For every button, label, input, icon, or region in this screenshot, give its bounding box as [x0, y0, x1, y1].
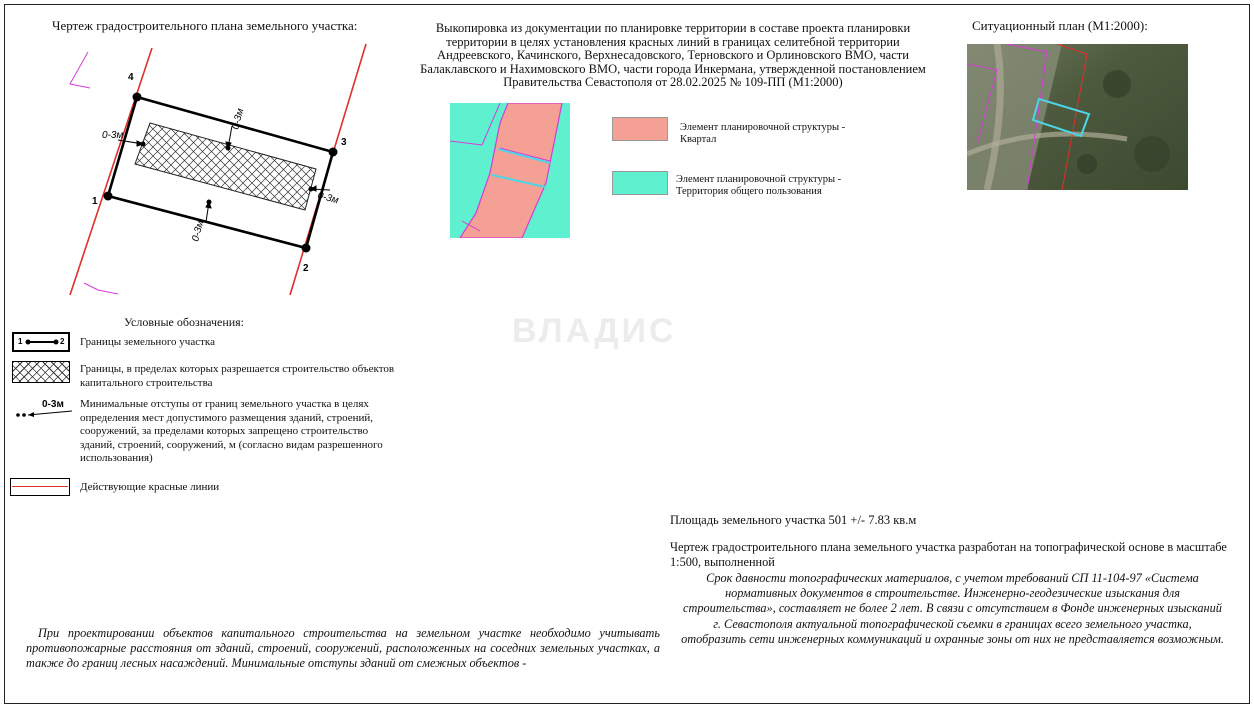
point-label-3: 3: [341, 137, 347, 148]
point-label-2: 2: [303, 263, 309, 274]
legend-red-lines-line: [12, 486, 68, 487]
legend-title: Условные обозначения:: [124, 315, 245, 329]
setback-label-right: 0-3м: [316, 190, 340, 207]
point-label-4: 4: [128, 72, 134, 83]
legend-red-lines-label: Действующие красные линии: [80, 481, 220, 493]
kvartal-label: Элемент планировочной структуры - Квартал: [680, 122, 846, 145]
legend-buildable-symbol: [12, 361, 70, 383]
setback-label-bottom: 0-3м: [190, 219, 207, 243]
kvartal-swatch: [612, 117, 668, 141]
plan-drawing-title: Чертеж градостроительного плана земельного участка:: [52, 18, 358, 33]
public-territory-swatch: [612, 171, 668, 195]
boundary-point-3: [329, 148, 338, 157]
buildable-area: [135, 123, 316, 210]
red-line-left: [70, 48, 152, 295]
topo-note: Чертеж градостроительного плана земельного участка разработан на топографической основе в масштабе 1:500, выполненной: [670, 540, 1227, 570]
watermark: ВЛАДИС: [512, 312, 677, 350]
legend-boundary-p1: 1: [18, 337, 23, 346]
boundary-point-2: [302, 244, 311, 253]
neighbour-boundary-top: [70, 52, 90, 88]
legend-boundary-line: [14, 334, 70, 351]
point-label-1: 1: [92, 196, 98, 207]
excerpt-title: Выкопировка из документации по планировке территории в составе проекта планировки территории в целях установления красных линий в границах селитебной территории Андреевского, Качинского, Верхнесадовского, Терновского и Орлиновского ВМО, части Балаклавского и Нахимовского ВМО, части города Инкермана, утвержденной постановлением Правительства Севастополя от 28.02.2025 № 109-ПП (М1:2000): [420, 21, 926, 90]
legend-setback-symbol: [14, 397, 76, 419]
legend-buildable-label: Границы, в пределах которых разрешается строительство объектов капитального строительства: [80, 363, 395, 389]
setback-label-top: 0-3м: [230, 107, 247, 131]
situation-plan-image: [967, 44, 1188, 190]
boundary-point-1: [104, 192, 113, 201]
topo-age-note: Срок давности топографических материалов, с учетом требований СП 11-104-97 «Система нормативных документов в строительстве. Инженерно-геодезические изыскания для строительства», составляет не более 2 лет. В связи с отсутствием в Фонде инженерных изысканий г. Севастополя актуальной топографической съемки в границах всего земельного участка, отобразить сети инженерных коммуникаций и охранные зоны от них не представляется возможным.: [681, 571, 1224, 646]
legend-setback-symbol-label: 0-3м: [42, 399, 64, 410]
excerpt-map: [450, 103, 570, 238]
fire-distance-note: При проектировании объектов капитального строительства на земельном участке необходимо учитывать противопожарные расстояния от зданий, строений, сооружений, расположенных на соседних земельных участках, а также до границ лесных насаждений. Минимальные отступы зданий от смежных объектов -: [26, 626, 660, 671]
neighbour-boundary-bottom: [84, 283, 118, 294]
legend-red-lines-symbol: [10, 478, 70, 496]
legend-setback-label: Минимальные отступы от границ земельного участка в целях определения мест допустимого размещения зданий, строений, сооружений, за пределами которых запрещено строительство зданий, строений, сооружений, м (согласно видам разрешенного использования): [80, 398, 383, 465]
situation-plan-title: Ситуационный план (М1:2000):: [972, 18, 1148, 33]
plan-drawing: [0, 30, 400, 310]
area-note: Площадь земельного участка 501 +/- 7.83 кв.м: [670, 513, 917, 527]
boundary-point-4: [133, 93, 142, 102]
public-territory-label: Элемент планировочной структуры - Территория общего пользования: [676, 174, 842, 197]
legend-boundary-label: Границы земельного участка: [80, 336, 215, 348]
setback-label-left: 0-3м: [102, 130, 124, 141]
legend-boundary-p2: 2: [60, 337, 65, 346]
